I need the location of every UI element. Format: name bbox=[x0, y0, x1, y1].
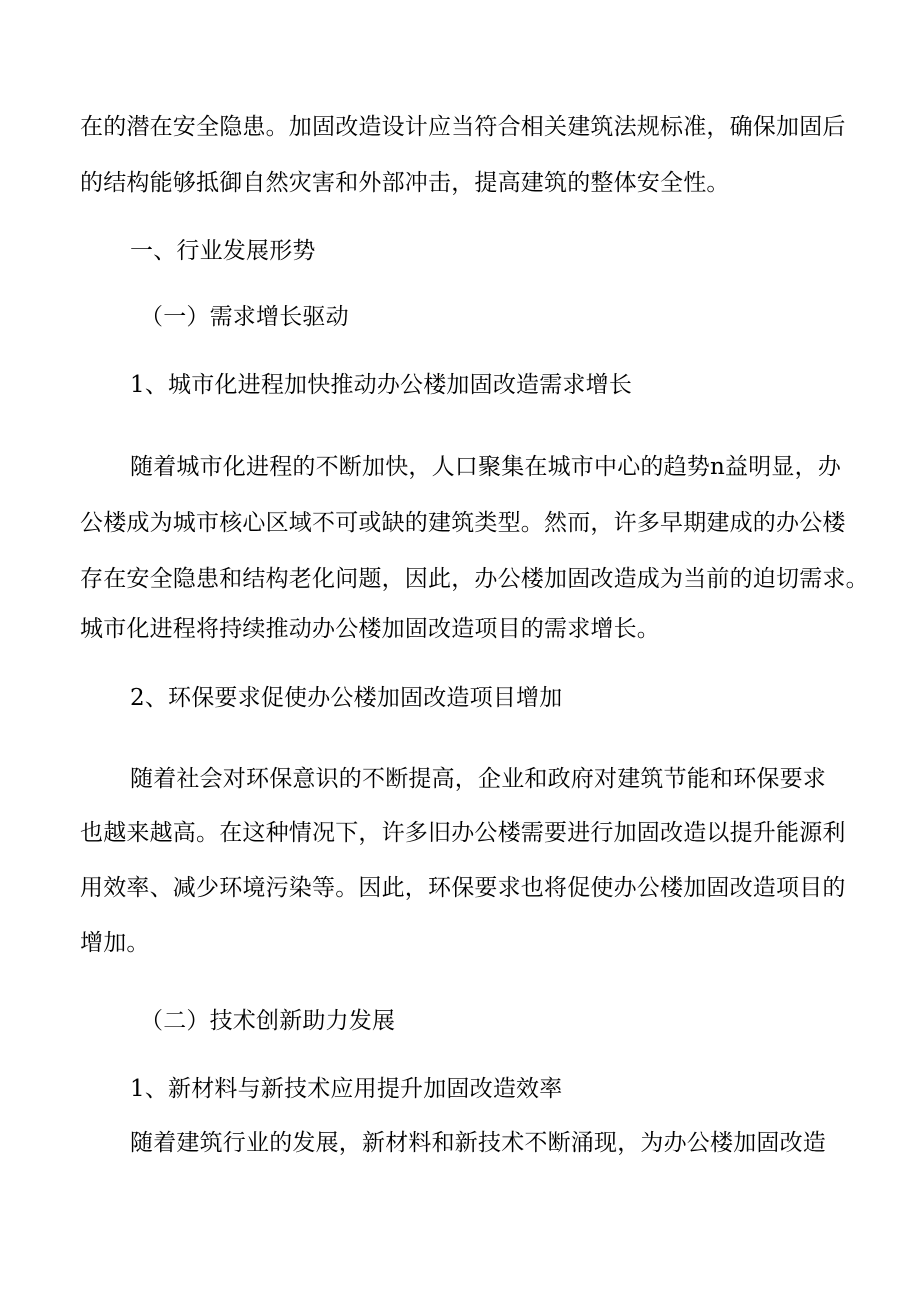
paragraph-line: 存在安全隐患和结构老化问题，因此，办公楼加固改造成为当前的迫切需求。 bbox=[80, 566, 869, 592]
paragraph-line: 随着建筑行业的发展，新材料和新技术不断涌现，为办公楼加固改造 bbox=[130, 1130, 826, 1156]
paragraph-line: 用效率、减少环境污染等。因此，环保要求也将促使办公楼加固改造项目的 bbox=[80, 875, 846, 901]
paragraph-line: 随着城市化进程的不断加快，人口聚集在城市中心的趋势n益明显，办 bbox=[130, 454, 842, 480]
paragraph-line: 随着社会对环保意识的不断提高，企业和政府对建筑节能和环保要求 bbox=[130, 766, 826, 792]
item-heading: 1、城市化进程加快推动办公楼加固改造需求增长 bbox=[130, 372, 633, 398]
paragraph-line: 增加。 bbox=[80, 930, 150, 956]
subsection-heading: （一）需求增长驱动 bbox=[140, 304, 349, 330]
paragraph-line: 公楼成为城市核心区域不可或缺的建筑类型。然而，许多早期建成的办公楼 bbox=[80, 510, 846, 536]
paragraph-line: 城市化进程将持续推动办公楼加固改造项目的需求增长。 bbox=[80, 616, 660, 642]
subsection-heading: （二）技术创新助力发展 bbox=[140, 1008, 396, 1034]
section-heading: 一、行业发展形势 bbox=[130, 238, 316, 264]
item-heading: 2、环保要求促使办公楼加固改造项目增加 bbox=[130, 685, 563, 711]
paragraph-line: 也越来越高。在这种情况下，许多旧办公楼需要进行加固改造以提升能源利 bbox=[80, 820, 846, 846]
item-heading: 1、新材料与新技术应用提升加固改造效率 bbox=[130, 1076, 563, 1102]
paragraph-line: 的结构能够抵御自然灾害和外部冲击，提高建筑的整体安全性。 bbox=[80, 170, 730, 196]
paragraph-line: 在的潜在安全隐患。加固改造设计应当符合相关建筑法规标准，确保加固后 bbox=[80, 114, 846, 140]
